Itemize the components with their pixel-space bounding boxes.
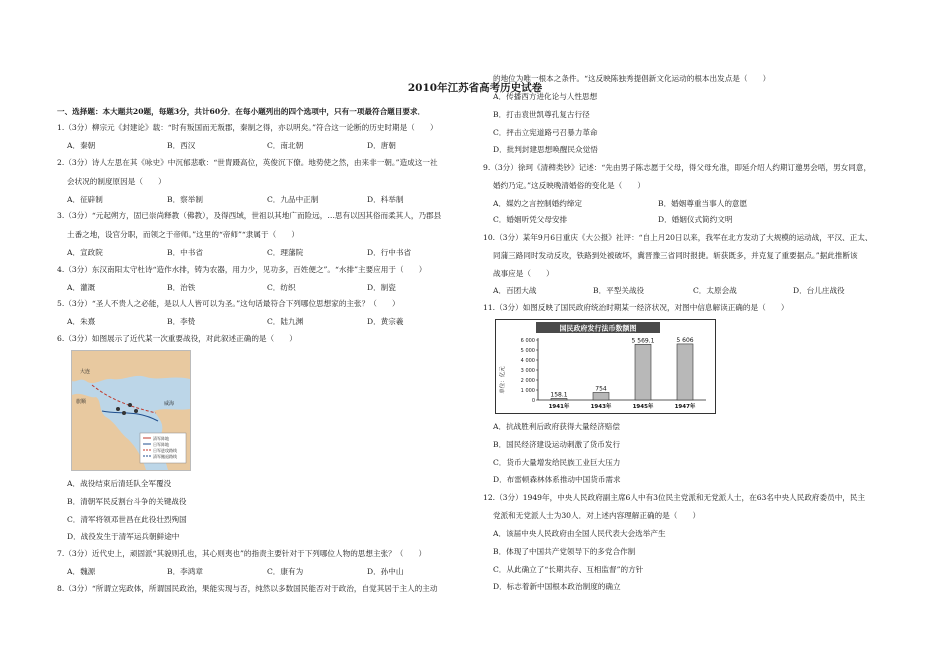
question-4: 4.（3分）东汉南阳太守杜诗“造作水排，铸为农器，用力少，见功多，百姓便之”。“水排”主要应用于（ ） [57,265,427,274]
battle-map-svg [72,351,190,470]
map-label-weihai: 威海 [164,401,175,407]
y-tick-label: 0 [531,398,535,404]
legend-qing-position: 清军阵地 [153,436,169,441]
legend-japan-position: 日军阵地 [153,442,169,447]
bar-value-label: 754 [595,385,607,393]
option-d[interactable]: D．黄宗羲 [367,317,404,326]
question-5-options [67,316,403,327]
question-7: 7.（3分）近代史上，顽固派“其貌则孔也，其心则夷也”的指责主要针对于下列哪位人物的思想主张？（ ） [57,549,427,558]
question-6-option-b[interactable]: B．清朝军民反割台斗争的关键战役 [67,497,187,506]
map-label-lushun: 旅顺 [76,399,87,405]
question-8: 8.（3分）“所谓立宪政体，所谓国民政治，果能实现与否，纯然以多数国民能否对于政治，自觉其居于主人的主动 [57,584,438,593]
bar-1945年 [635,344,651,400]
option-b[interactable]: B．察举制 [167,195,203,204]
question-12-cont: 党派和无党派人士为30人．对上述内容理解正确的是（ ） [493,511,701,520]
question-12-option-c[interactable]: C．从此确立了“长期共存、互相监督”的方针 [493,565,644,574]
y-tick-label: 3 000 [520,368,535,374]
option-c[interactable]: C．太原会战 [693,286,737,295]
question-8-option-b[interactable]: B．打击袁世凯尊孔复古行径 [493,110,590,119]
chart-bars [549,337,696,410]
question-11-option-c[interactable]: C．货币大量增发给民族工业巨大压力 [493,458,621,467]
legend-japan-route: 日军进攻路线 [153,448,177,453]
y-tick-label: 1 000 [520,388,535,394]
question-10: 10.（3分）某年9月6日重庆《大公报》社评：“自上月20日以来，我军在北方发动了大规模的运动战，平汉、正太、 [483,233,873,242]
option-a[interactable]: A．宣政院 [67,248,103,257]
y-tick-label: 6 000 [520,338,535,344]
x-tick-label: 1941年 [548,404,570,410]
option-d[interactable]: D．科举制 [367,195,404,204]
y-tick-label: 2 000 [520,378,535,384]
option-c[interactable]: C．陆九渊 [267,317,304,326]
currency-chart-svg [496,320,715,413]
question-10-options [493,285,845,296]
question-3-cont: 土番之地，设官分职，而领之于帝师。”这里的“帝师”“隶属于（ ） [67,230,299,239]
question-8-option-d[interactable]: D．批判封建思想唤醒民众觉悟 [493,145,598,154]
option-a[interactable]: A．朱熹 [67,317,96,326]
option-d[interactable]: D．制瓷 [367,283,396,292]
legend-qing-retreat: 清军撤退路线 [153,454,177,459]
option-b[interactable]: B．婚姻尊重当事人的意愿 [658,199,748,208]
option-b[interactable]: B．李贽 [167,317,196,326]
exam-title: 2010年江苏省高考历史试卷 [407,82,543,94]
question-7-options [67,566,403,577]
question-12: 12.（3分）1949年，中央人民政府副主席6人中有3位民主党派和无党派人士，在63名中央人民政府委员中，民主 [483,493,866,502]
question-12-option-a[interactable]: A．该届中央人民政府由全国人民代表大会选举产生 [493,529,666,538]
option-a[interactable]: A．秦朝 [67,141,96,150]
question-6-option-c[interactable]: C．清军将领邓世昌在此役壮烈殉国 [67,515,187,524]
question-3: 3.（3分）“元起朔方，固已崇尚释教（佛教），及得西域，世祖以其地广而险远，…思有以因其俗而柔其人，乃郡县 [57,211,442,220]
question-3-options [67,247,411,258]
option-c[interactable]: C．婚姻听凭父母安排 [493,215,568,224]
question-9-cont: 婚约乃定。”这反映晚清婚俗的变化是（ ） [493,181,645,190]
option-a[interactable]: A．灌溉 [67,283,96,292]
option-c[interactable]: C．南北朝 [267,141,304,150]
bar-value-label: 5 606 [676,336,694,344]
question-11: 11.（3分）如图反映了国民政府统治时期某一经济状况，对图中信息解读正确的是（ ） [483,303,789,312]
option-b[interactable]: B．中书省 [167,248,203,257]
question-2: 2.（3分）诗人左思在其《咏史》中沉郁悲歌：“世胄蹑高位，英俊沉下僚。地势使之然，由来非一朝。”造成这一社 [57,158,438,167]
option-d[interactable]: D．孙中山 [367,567,404,576]
currency-chart [495,319,716,414]
option-c[interactable]: C．纺织 [267,283,296,292]
question-1: 1.（3分）柳宗元《封建论》载：“时有叛国而无叛郡，秦制之得，亦以明矣。”符合这一论断的历史时期是（ ） [57,123,438,132]
option-d[interactable]: D．唐朝 [367,141,396,150]
question-6-option-d[interactable]: D．战役发生于清军运兵朝鲜途中 [67,532,180,541]
question-2-options [67,194,403,205]
bar-1941年 [551,398,567,400]
option-c[interactable]: C．理藩院 [267,248,304,257]
question-2-cont: 会状况的制度原因是（ ） [67,177,166,186]
question-5: 5.（3分）“圣人不贵人之必能，是以人人皆可以为圣。”这句话最符合下列哪位思想家的主张？（ ） [57,299,400,308]
x-tick-label: 1943年 [590,404,612,410]
question-9: 9.（3分）徐珂《清稗类钞》记述：“先由男子陈志愿于父母，得父母允准，即延介绍人约期订邀男会唔，男女同意， [483,163,872,172]
question-6: 6.（3分）如图展示了近代某一次重要战役，对此叙述正确的是（ ） [57,334,297,343]
y-tick-label: 5 000 [520,348,535,354]
option-b[interactable]: B．治铁 [167,283,196,292]
question-8-option-c[interactable]: C．抨击立宪道路弓召暴力革命 [493,128,598,137]
question-10-cont-1: 同蒲三路同时发动反攻，铁路到处被破坏，冀晋豫三省同时报捷。斩获既多，并克复了重要据点。”据此推断该 [493,251,858,260]
option-b[interactable]: B．李鸿章 [167,567,203,576]
question-1-options [67,140,396,151]
question-8-cont: 的地位为唯一根本之条件。“这反映陈独秀提倡新文化运动的根本出发点是（ ） [493,74,771,83]
question-12-option-d[interactable]: D．标志着新中国根本政治制度的确立 [493,582,621,591]
chart-title: 国民政府发行法币数额图 [559,324,637,333]
question-11-option-d[interactable]: D．布雷顿森林体系推动中国货币需求 [493,475,621,484]
option-b[interactable]: B．平型关战役 [593,286,645,295]
bar-value-label: 158.1 [550,391,568,399]
battle-map [71,350,191,471]
chart-ylabel: 单位：亿元 [500,366,506,394]
question-10-cont-2: 战事应是（ ） [493,269,554,278]
option-d[interactable]: D．婚姻仪式简约文明 [658,215,733,224]
section-heading: 一、选择题：本大题共20题，每题3分，共计60分．在每小题列出的四个选项中，只有一项最符合题目要求． [57,107,426,116]
bar-value-label: 5 569.1 [631,337,655,345]
x-tick-label: 1947年 [674,404,696,410]
option-a[interactable]: A．百团大战 [493,286,537,295]
option-c[interactable]: C．九品中正制 [267,195,319,204]
question-11-option-b[interactable]: B．国民经济建设运动刺激了货币发行 [493,440,621,449]
option-b[interactable]: B．西汉 [167,141,196,150]
option-d[interactable]: D．台儿庄战役 [793,286,845,295]
question-4-options [67,282,396,293]
question-11-option-a[interactable]: A．抗战胜利后政府获得大量经济赔偿 [493,422,620,431]
option-a[interactable]: A．媒妁之言控制婚约缔定 [493,199,583,208]
bar-1943年 [593,392,609,400]
option-d[interactable]: D．行中书省 [367,248,412,257]
option-a[interactable]: A．征辟制 [67,195,103,204]
y-tick-label: 4 000 [520,358,535,364]
bar-1947年 [677,344,693,400]
question-8-option-a[interactable]: A．传播西方进化论与人性思想 [493,92,598,101]
x-tick-label: 1945年 [632,404,654,410]
question-9-options [493,198,747,209]
question-12-option-b[interactable]: B．体现了中国共产党领导下的多党合作制 [493,547,636,556]
option-c[interactable]: C．康有为 [267,567,304,576]
question-6-option-a[interactable]: A．战役结束后清廷队全军覆没 [67,479,172,488]
option-a[interactable]: A．魏源 [67,567,96,576]
map-label-dalian: 大连 [80,369,91,375]
question-9-options-2 [493,214,732,225]
